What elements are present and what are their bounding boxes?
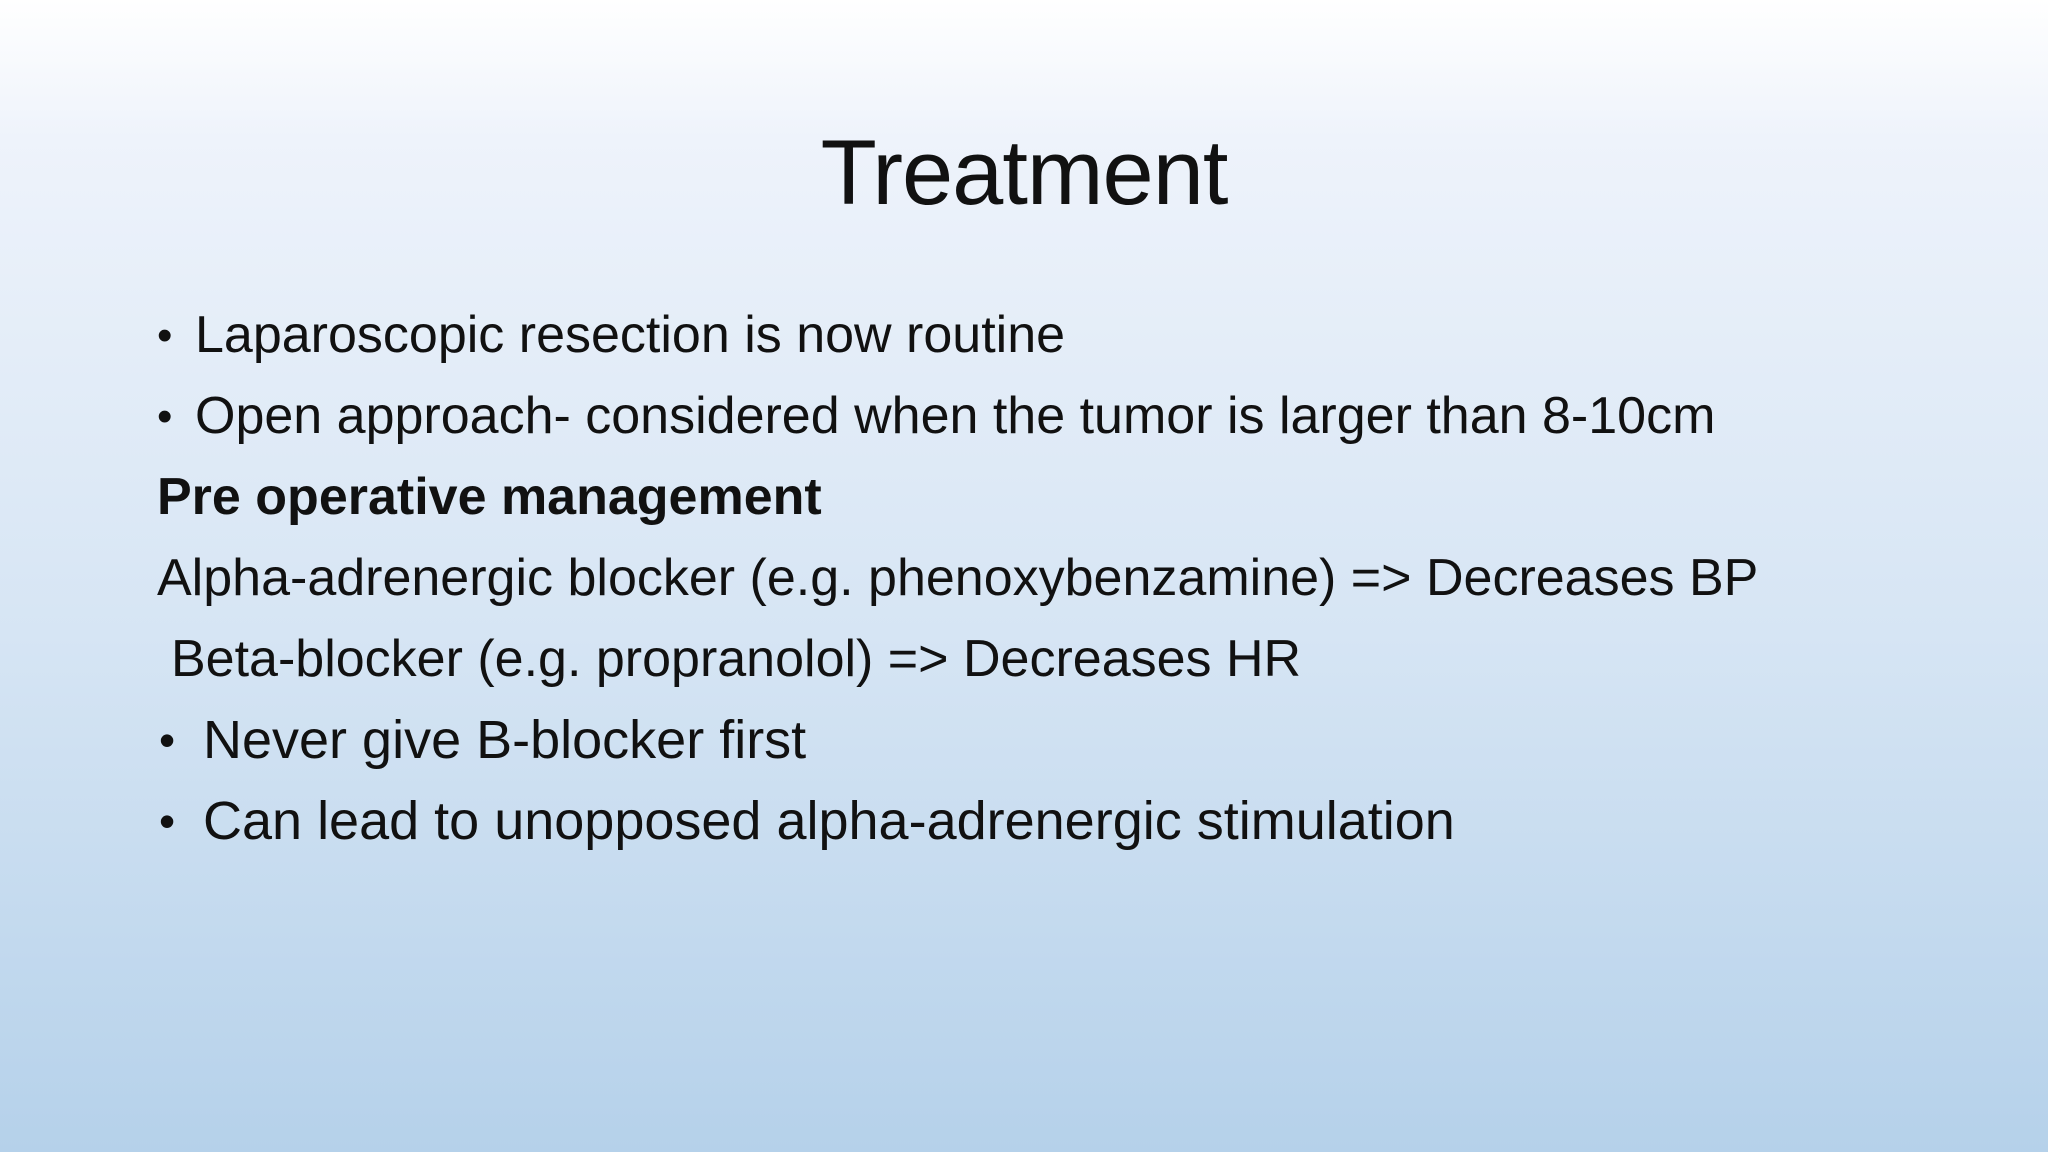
bullet-icon: •	[157, 392, 173, 441]
bullet-text: Open approach- considered when the tumor is larger than 8-10cm	[195, 387, 1716, 445]
bullet-item	[157, 386, 1877, 447]
bullet-item	[157, 710, 1877, 771]
bullet-icon: •	[159, 714, 176, 766]
slide-title: Treatment	[820, 122, 1228, 224]
paragraph-beta-blocker: Beta-blocker (e.g. propranolol) => Decreases HR	[171, 630, 1302, 688]
bullet-item	[157, 791, 1877, 852]
slide-content	[157, 305, 1877, 872]
bullet-item	[157, 305, 1877, 366]
section-heading: Pre operative management	[157, 468, 822, 526]
bullet-icon: •	[159, 795, 176, 847]
bullet-icon: •	[157, 311, 173, 360]
bullet-text: Never give B-blocker first	[203, 710, 807, 770]
paragraph-alpha-blocker: Alpha-adrenergic blocker (e.g. phenoxybenzamine) => Decreases BP	[157, 549, 1759, 607]
bullet-text: Can lead to unopposed alpha-adrenergic stimulation	[203, 791, 1455, 851]
bullet-text: Laparoscopic resection is now routine	[195, 306, 1066, 364]
